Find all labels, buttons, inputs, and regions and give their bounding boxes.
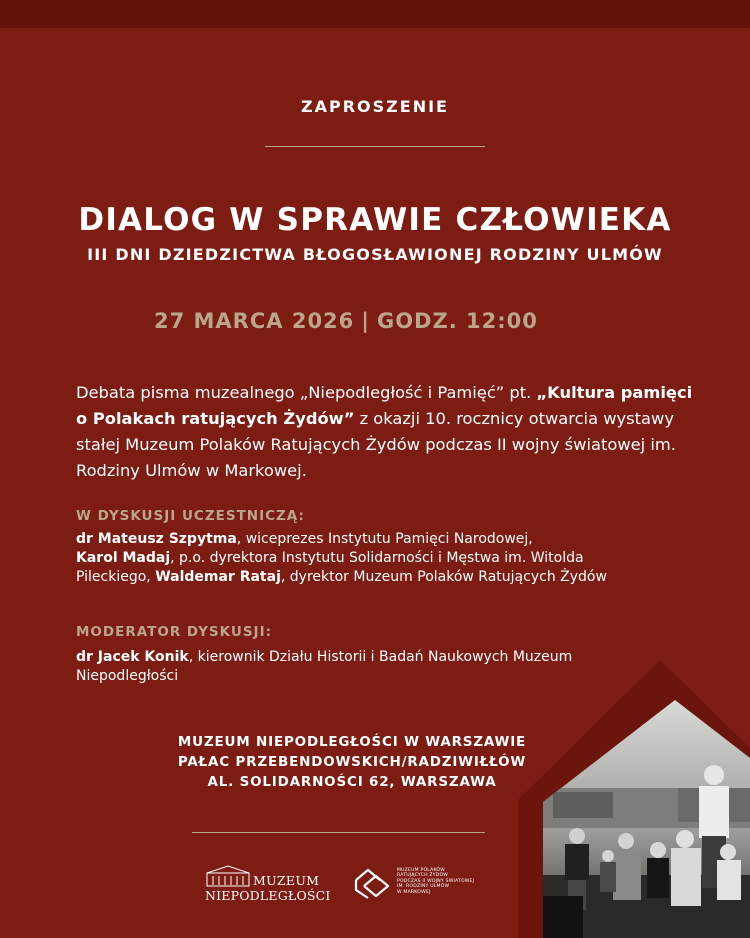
participant-1-role: , wiceprezes Instytutu Pamięci Narodowej, <box>236 531 533 547</box>
participants-label: W DYSKUSJI UCZESTNICZĄ: <box>76 508 305 524</box>
description-text-2: z okazji 10. rocznicy otwarcia wystawy stałej Muzeum Polaków Ratujących Żydów podczas II wojny światowej im. Rodziny Ulmów w Markowej. <box>76 409 676 480</box>
muzeum-niepodleglosci-logo <box>205 864 331 904</box>
event-datetime <box>154 309 538 333</box>
event-description <box>76 380 696 484</box>
description-text-1: Debata pisma muzealnego „Niepodległość i Pamięć” pt. <box>76 383 537 402</box>
participants-list <box>76 530 616 587</box>
divider-top <box>265 146 485 147</box>
moderator-label: MODERATOR DYSKUSJI: <box>76 624 272 640</box>
muzeum-logo-line-2: NIEPODLEGŁOŚCI <box>205 888 331 903</box>
ulma-logo-text: MUZEUM POLAKÓW RATUJĄCYCH ŻYDÓW PODCZAS II WOJNY ŚWIATOWEJ IM. RODZINY ULMÓW W MARKOWEJ <box>397 868 475 895</box>
participant-3-name: Waldemar Rataj <box>155 569 281 585</box>
description-debate-title: „Kultura pamięci o Polakach ratujących Żydów” <box>76 383 693 428</box>
top-band <box>0 0 750 28</box>
venue-line-3: AL. SOLIDARNOŚCI 62, WARSZAWA <box>207 774 497 790</box>
moderator-role: , kierownik Działu Historii i Badań Naukowych Muzeum Niepodległości <box>76 649 573 684</box>
moderator-name: dr Jacek Konik <box>76 649 189 665</box>
date-separator: | <box>361 309 370 333</box>
event-date: 27 MARCA 2026 <box>154 309 355 333</box>
invitation-kicker: ZAPROSZENIE <box>301 97 449 116</box>
palace-icon <box>205 864 251 888</box>
historical-family-photo <box>543 700 750 938</box>
divider-bottom <box>192 832 485 833</box>
muzeum-ulmow-logo <box>352 864 487 906</box>
venue-line-1: MUZEUM NIEPODLEGŁOŚCI W WARSZAWIE <box>177 734 527 750</box>
event-time: GODZ. 12:00 <box>376 309 538 333</box>
participant-2-name: Karol Madaj <box>76 550 171 566</box>
participant-3-role: , dyrektor Muzeum Polaków Ratujących Żydów <box>280 569 607 585</box>
muzeum-logo-line-1: MUZEUM <box>253 873 320 888</box>
participant-2-role: , p.o. dyrektora Instytutu Solidarności i Męstwa im. Witolda Pileckiego, <box>76 550 584 585</box>
event-title: DIALOG W SPRAWIE CZŁOWIEKA <box>78 202 672 238</box>
ulma-museum-icon <box>352 866 392 900</box>
event-subtitle: III DNI DZIEDZICTWA BŁOGOSŁAWIONEJ RODZINY ULMÓW <box>87 245 663 264</box>
venue-line-2: PAŁAC PRZEBENDOWSKICH/RADZIWIŁŁÓW <box>177 754 527 770</box>
venue-address <box>172 732 532 792</box>
participant-1-name: dr Mateusz Szpytma <box>76 531 237 547</box>
